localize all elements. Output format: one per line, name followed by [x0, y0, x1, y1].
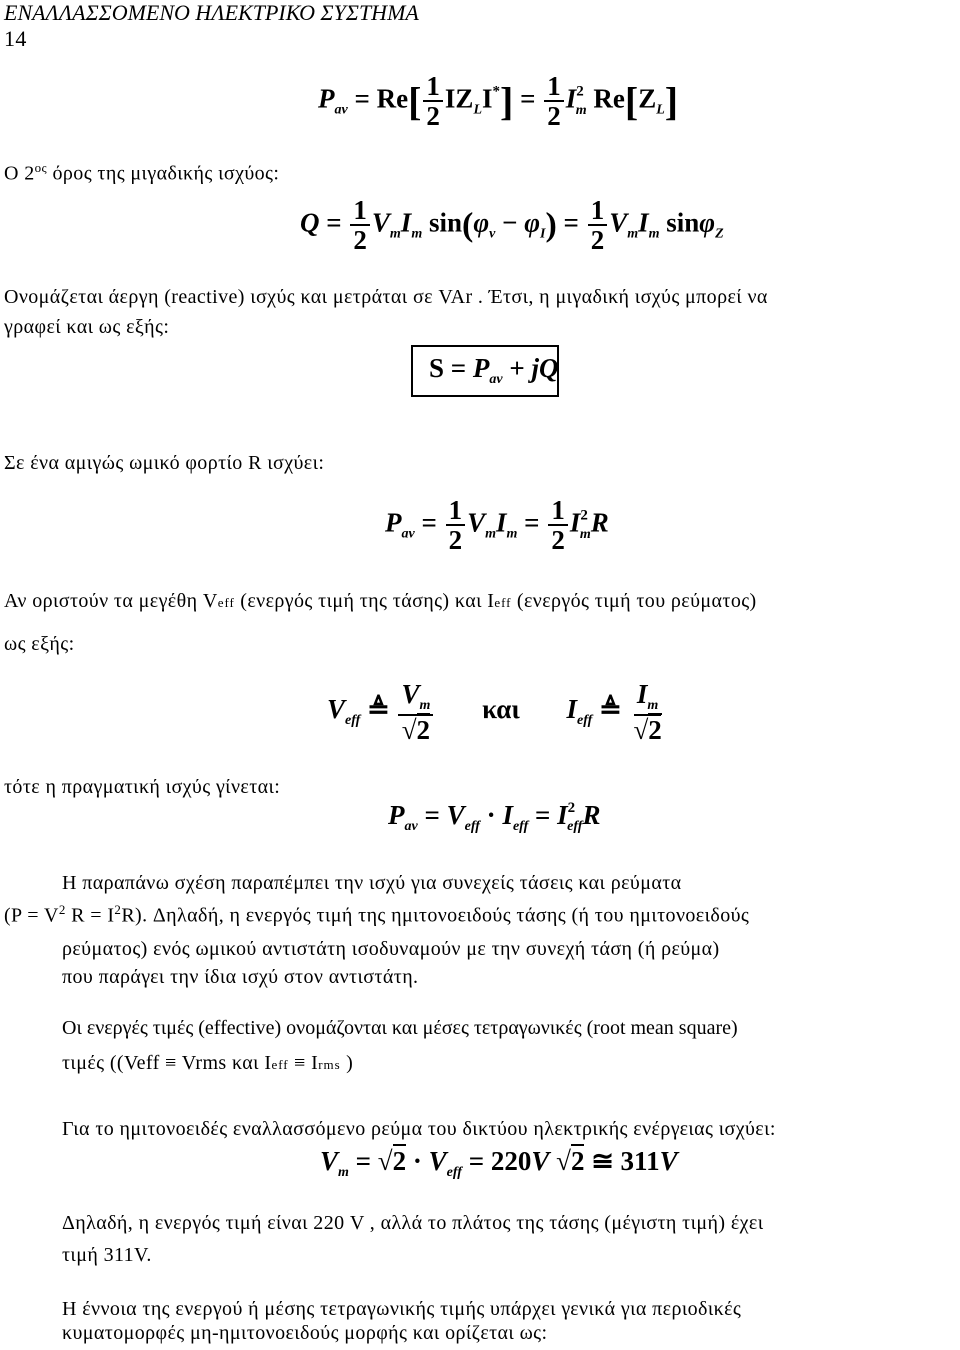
reactive-text-line2: γραφεί και ως εξής:: [4, 316, 170, 338]
para1-line1: Η παραπάνω σχέση παραπέμπει την ισχύ για συνεχείς τάσεις και ρεύματα: [62, 872, 682, 894]
second-term-text: Ο $2^{o\varsigma}$ όρος της μιγαδικής ισχύος:: [4, 160, 280, 185]
equation-q: Q = $\frac{1}{2}$ $V_mI_m$ $\sin(\varphi_v - \varphi_I)$ = $\frac{1}{2}$ $V_mI_m$ sinφ$_Z$: [300, 195, 724, 256]
equation-pav-r: $P_{av}$ = $\frac{1}{2}$ $V_mI_m$ = $\frac{1}{2}$ $I^2_mR$: [385, 495, 609, 556]
mains-text: Για το ημιτονοειδές εναλλασσόμενο ρεύμα του δικτύου ηλεκτρικής ενέργειας ισχύει:: [62, 1118, 776, 1140]
equation-pav-re: $P_{av} = Re$[ $\frac{1}{2}$ $IZ_LI^*$] = $\frac{1}{2}$ $I^2_m$ $Re[Z_L]$: [318, 71, 679, 132]
rms-value-line2: τιμή 311V.: [62, 1244, 152, 1266]
reactive-text-line1: Ονομάζεται άεργη (reactive) ισχύς και μετράται σε VAr . Έτσι, η μιγαδική ισχύς μπορεί να: [4, 286, 768, 308]
para1-line3: ρεύματος) ενός ωμικού αντιστάτη ισοδυναμούν με την συνεχή τάση (ή ρεύμα): [62, 938, 720, 960]
para1-line4: που παράγει την ίδια ισχύ στον αντιστάτη.: [62, 966, 419, 988]
equation-veff-ieff: $V_{eff}$ ≜ $\frac{V_m}{√2}$ και $I_{eff}$ ≜ $\frac{I_m}{√2}$: [327, 679, 662, 745]
then-text: τότε η πραγματική ισχύς γίνεται:: [4, 776, 281, 798]
page-number: 14: [4, 26, 27, 51]
page-header-title: ΕΝΑΛΛΑΣΣΟΜΕΝΟ ΗΛΕΚΤΡΙΚΟ ΣΥΣΤΗΜΑ: [4, 0, 419, 25]
equation-vm-311: $V_m = √2 \cdot V_{eff} = 220V$ √2 ≅ 311V: [320, 1146, 678, 1180]
define-text-line2: ως εξής:: [4, 633, 75, 655]
resistive-text: Σε ένα αμιγώς ωμικό φορτίο R ισχύει:: [4, 452, 325, 474]
final-line2: κυματομορφές μη-ημιτονοειδούς μορφής και ορίζεται ως:: [62, 1322, 548, 1344]
rms-value-line1: Δηλαδή, η ενεργός τιμή είναι 220 V , αλλά το πλάτος της τάσης (μέγιστη τιμή) έχει: [62, 1212, 764, 1234]
final-line1: Η έννοια της ενεργού ή μέσης τετραγωνικής τιμής υπάρχει γενικά για περιοδικές: [62, 1298, 742, 1320]
rms-line2: τιμές ((Veff ≡ Vrms και Ieff ≡ Irms ): [62, 1052, 354, 1074]
equation-s-boxed: $S = P_{av}$ + jQ: [411, 345, 559, 397]
rms-line1: Οι ενεργές τιμές (effective) ονομάζονται και μέσες τετραγωνικές (root mean square): [62, 1017, 738, 1039]
para1-line2: ($P = V^2$ $R = I^2R$). Δηλαδή, η ενεργός τιμή της ημιτονοειδούς τάσης (ή του ημιτονοειδούς: [4, 902, 750, 927]
equation-pav-eff: $P_{av} = V_{eff} \cdot I_{eff} = I^2_{eff}R$: [388, 800, 601, 834]
define-text-line1: Αν οριστούν τα μεγέθη Veff (ενεργός τιμή της τάσης) και Ieff (ενεργός τιμή του ρεύματος): [4, 590, 757, 612]
